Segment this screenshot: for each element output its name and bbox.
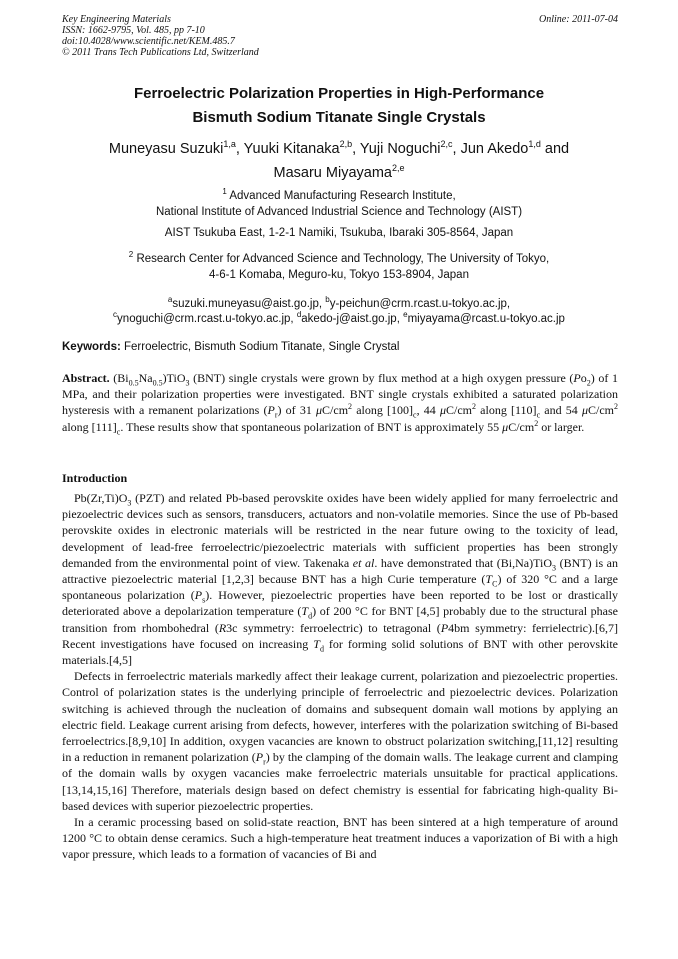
email-a[interactable]: suzuki.muneyasu@aist.go.jp, xyxy=(172,297,323,310)
affiliation-line: Advanced Manufacturing Research Institute, xyxy=(229,189,456,202)
title-line-1: Ferroelectric Polarization Properties in High-Performance xyxy=(133,85,545,102)
author-name: Yuji Noguchi xyxy=(359,140,441,157)
author-mark: 2,e xyxy=(391,162,405,173)
author-mark: 2,c xyxy=(440,139,453,149)
affiliation-mark: 1 xyxy=(222,187,227,196)
email-c[interactable]: ynoguchi@crm.rcast.u-tokyo.ac.jp, xyxy=(117,312,294,325)
affiliations xyxy=(40,181,638,325)
paragraph: Defects in ferroelectric materials markedly affect their leakage current, polarization and piezoelectric properties. Control of polarization states is the underlying principle of ferroelectric and piezoelectric devices. Polarization switching is achieved through the nucleation of domains and subsequent domain wall motions by applying an electric field. Leakage current arising from defects, however, interferes with the polarization switching of Bi-based ferroelectrics.[8,9,10] In addition, oxygen vacancies are known to obstruct polarization switching,[11,12] resulting in a reduction in remanent polarization $(P_r)$ by the clamping of the domain walls. The leakage current and clamping of the domain walls by oxygen vacancies make ferroelectric materials unsuitable for practical applications.[13,14,15,16] Therefore, materials design based on defect chemistry is essential for fabricating high-quality Bi-based devices with superior piezoelectric properties. xyxy=(62,669,619,813)
section-heading-introduction: Introduction xyxy=(62,471,128,485)
author-name: Muneyasu Suzuki xyxy=(108,140,224,157)
author-mark: 2,b xyxy=(339,139,353,149)
abstract-label: Abstract. xyxy=(62,371,110,385)
keywords xyxy=(62,340,618,354)
affiliation-line: Research Center for Advanced Science and Technology, The University of Tokyo, xyxy=(136,252,550,265)
affiliation-line: AIST Tsukuba East, 1-2-1 Namiki, Tsukuba, Ibaraki 305-8564, Japan xyxy=(164,227,514,239)
journal-name: Key Engineering Materials xyxy=(62,14,171,25)
author-mark: 1,a xyxy=(223,139,236,149)
email-line: $^a$suzuki.muneyasu@aist.go.jp, $^b$y-peichun@crm.rcast.u-tokyo.ac.jp, xyxy=(167,295,511,310)
author-name: Jun Akedo xyxy=(460,140,529,157)
abstract: Abstract. $(Bi_{0.5}Na_{0.5})TiO_3$ (BNT) single crystals were grown by flux method at a high oxygen pressure $(Po_2)$ of 1 MPa, and their polarization properties were investigated. BNT single crystals exhibited a saturated polarization hysteresis with a remanent polarizations $(P_r)$ of 31 $\mu C/cm^2$ along $[100]_c$, 44 $\mu C/cm^2$ along $[110]_c$ and 54 $\mu C/cm^2$ along $[111]_c$. These results show that spontaneous polarization of BNT is approximately 55 $\mu C/cm^2$ or larger. xyxy=(62,371,619,436)
keywords-label: Keywords: xyxy=(62,341,121,353)
issn-line: ISSN: 1662-9795, Vol. 485, pp 7-10 xyxy=(62,25,205,36)
email-line: $^c$ynoguchi@crm.rcast.u-tokyo.ac.jp, $^d$akedo-j@aist.go.jp, $^e$miyayama@rcast.u-tokyo.ac.jp xyxy=(113,310,565,325)
author-name: Masaru Miyayama xyxy=(273,164,392,181)
author-name: Yuuki Kitanaka xyxy=(243,140,340,157)
paragraph: $Pb(Zr,Ti)O_3$ (PZT) and related Pb-based perovskite oxides have been widely applied for many ferroelectric and piezoelectric devices such as sensors, transducers, actuators and non-volatile memories. Since the use of Pb-based perovskite oxides in electronic materials will be restricted in the near future owing to the toxicity of lead, development of lead-free ferroelectric/piezoelectric materials with sufficient properties has been strongly demanded from the environmental point of view. Takenaka et al. have demonstrated that (Bi,Na)TiO$_3$ (BNT) is an attractive piezoelectric material [1,2,3] because BNT has a high Curie temperature $(T_C)$ of 320 °C and a large spontaneous polarization $(P_s)$. However, piezoelectric properties have been reported to be lost or drastically deteriorated above a depolarization temperature $(T_d)$ of 200 °C for BNT [4,5] probably due to the structural phase transition from rhombohedral (R3c symmetry: ferroelectric) to tetragonal (P4bm symmetry: ferrielectric).[6,7] Recent investigations have focused on increasing $T_d$ for forming solid solutions of BNT with other perovskite materials.[4,5] xyxy=(62,491,619,668)
authors-and: and xyxy=(544,140,570,157)
introduction-body xyxy=(62,490,618,863)
journal-header xyxy=(62,14,618,58)
keywords-text: Ferroelectric, Bismuth Sodium Titanate, Single Crystal xyxy=(124,341,400,353)
email-e[interactable]: miyayama@rcast.u-tokyo.ac.jp xyxy=(407,312,565,325)
copyright-line: © 2011 Trans Tech Publications Ltd, Switzerland xyxy=(62,47,259,58)
affiliation-line: National Institute of Advanced Industrial Science and Technology (AIST) xyxy=(155,206,523,218)
doi-line: doi:10.4028/www.scientific.net/KEM.485.7 xyxy=(62,36,235,47)
email-d[interactable]: akedo-j@aist.go.jp, xyxy=(301,312,400,325)
online-date: Online: 2011-07-04 xyxy=(539,14,618,25)
author-mark: 1,d xyxy=(528,139,541,149)
email-b[interactable]: y-peichun@crm.rcast.u-tokyo.ac.jp, xyxy=(329,297,511,310)
affiliation-mark: 2 xyxy=(128,250,134,259)
paper-title xyxy=(40,82,638,130)
author-list: Muneyasu Suzuki$^{1,a}$, Yuuki Kitanaka$^{2,b}$, Yuji Noguchi$^{2,c}$, Jun Akedo$^{1,d}$ and Masaru Miyayama$^{2,e}$ xyxy=(108,139,570,181)
affiliation-line: 4-6-1 Komaba, Meguro-ku, Tokyo 153-8904, Japan xyxy=(209,269,469,281)
title-line-2: Bismuth Sodium Titanate Single Crystals xyxy=(192,109,486,126)
paragraph: In a ceramic processing based on solid-state reaction, BNT has been sintered at a high temperature of around 1200 °C to obtain dense ceramics. Such a high-temperature heat treatment induces a vaporization of Bi with a high vapor pressure, which leads to a formation of vacancies of Bi and xyxy=(62,815,618,862)
